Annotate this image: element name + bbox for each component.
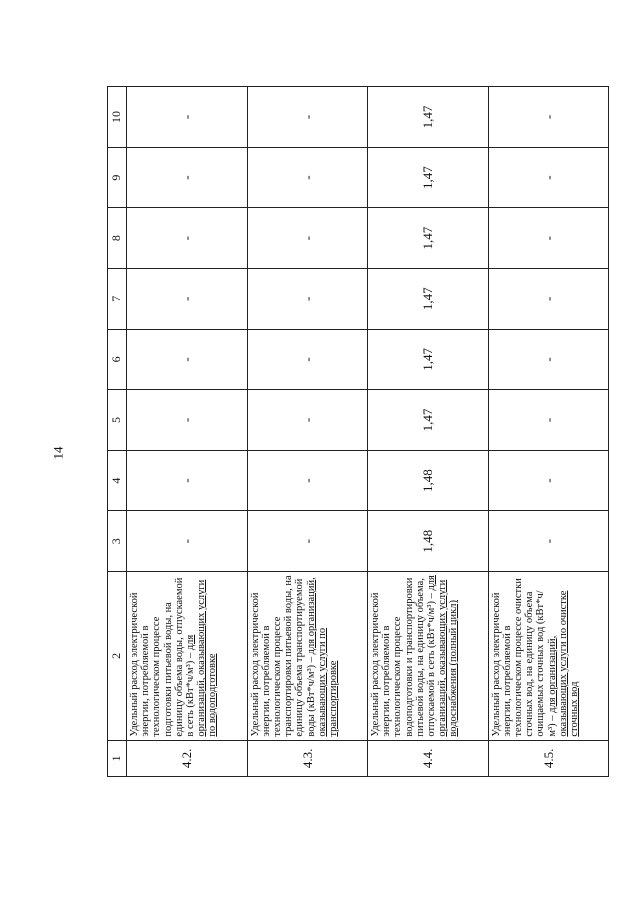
value-cell: 1,47 [368, 268, 489, 329]
header-row [108, 87, 127, 777]
value-cell: - [247, 87, 368, 148]
value-cell: - [127, 208, 248, 269]
value-cell: - [127, 147, 248, 208]
row-number: 4.2. [127, 740, 248, 776]
indicator-description [247, 572, 368, 741]
value-cell: - [488, 87, 609, 148]
value-cell: - [488, 450, 609, 511]
table-row [488, 87, 609, 777]
value-cell: 1,47 [368, 147, 489, 208]
row-number: 4.5. [488, 740, 609, 776]
value-cell: - [247, 208, 368, 269]
header-cell: 10 [108, 87, 127, 148]
value-cell: - [488, 390, 609, 451]
value-cell: - [488, 147, 609, 208]
table-row [247, 87, 368, 777]
value-cell: 1,47 [368, 208, 489, 269]
description-underlined: для организаций, оказывающих услуги по транспортировке [305, 577, 339, 737]
header-cell: 2 [108, 572, 127, 741]
description-underlined: для организаций, оказывающих услуги по очистке сточных вод [546, 590, 580, 737]
description-underlined: для организаций, оказывающих услуги водоснабжения (полный цикл) [426, 575, 460, 737]
header-cell: 4 [108, 450, 127, 511]
table-row [368, 87, 489, 777]
header-cell: 5 [108, 390, 127, 451]
value-cell: - [127, 87, 248, 148]
row-number: 4.3. [247, 740, 368, 776]
row-number: 4.4. [368, 740, 489, 776]
indicators-table [107, 86, 609, 777]
value-cell: - [127, 511, 248, 572]
header-cell: 8 [108, 208, 127, 269]
indicator-description [488, 572, 609, 741]
table-row [127, 87, 248, 777]
header-cell: 6 [108, 329, 127, 390]
value-cell: - [488, 268, 609, 329]
value-cell: - [127, 329, 248, 390]
value-cell: - [247, 329, 368, 390]
rotated-table-wrapper [107, 87, 609, 777]
description-text: Удельный расход электрической энергии, потребляемой в технологическом процессе подготовки питьевой воды, на единицу объема воды, отпускаемой в сеть (кВт*ч/м³) – [129, 577, 197, 737]
value-cell: - [247, 147, 368, 208]
value-cell: - [127, 390, 248, 451]
header-cell: 3 [108, 511, 127, 572]
value-cell: - [247, 390, 368, 451]
description-text: Удельный расход электрической энергии, потребляемой в технологическом процессе водоподготовки и транспортировки питьевой воды, на единицу объема, отпускаемой в сеть (кВт*ч/м³) – [370, 577, 438, 737]
value-cell: 1,47 [368, 390, 489, 451]
value-cell: - [488, 511, 609, 572]
description-text: Удельный расход электрической энергии, потребляемой в технологическом процессе очистки сточных вод, на единицу объема очищаемых сточных вод (кВт*ч/ м³) – [490, 578, 558, 737]
value-cell: 1,47 [368, 87, 489, 148]
description-underlined: для организаций, оказывающих услуги по водоподготовке [185, 579, 219, 737]
description-text: Удельный расход электрической энергии, потребляемой в технологическом процессе транспортировки питьевой воды, на единицу объема транспортируемой воды (кВт*ч/м³) – [249, 575, 317, 737]
value-cell: 1,48 [368, 450, 489, 511]
header-cell: 7 [108, 268, 127, 329]
value-cell: - [247, 268, 368, 329]
value-cell: - [127, 450, 248, 511]
header-cell: 1 [108, 740, 127, 776]
value-cell: - [247, 511, 368, 572]
value-cell: - [247, 450, 368, 511]
value-cell: - [488, 329, 609, 390]
value-cell: - [127, 268, 248, 329]
header-cell: 9 [108, 147, 127, 208]
value-cell: - [488, 208, 609, 269]
page-number: 14 [50, 446, 66, 460]
indicator-description [368, 572, 489, 741]
value-cell: 1,47 [368, 329, 489, 390]
indicator-description [127, 572, 248, 741]
value-cell: 1,48 [368, 511, 489, 572]
